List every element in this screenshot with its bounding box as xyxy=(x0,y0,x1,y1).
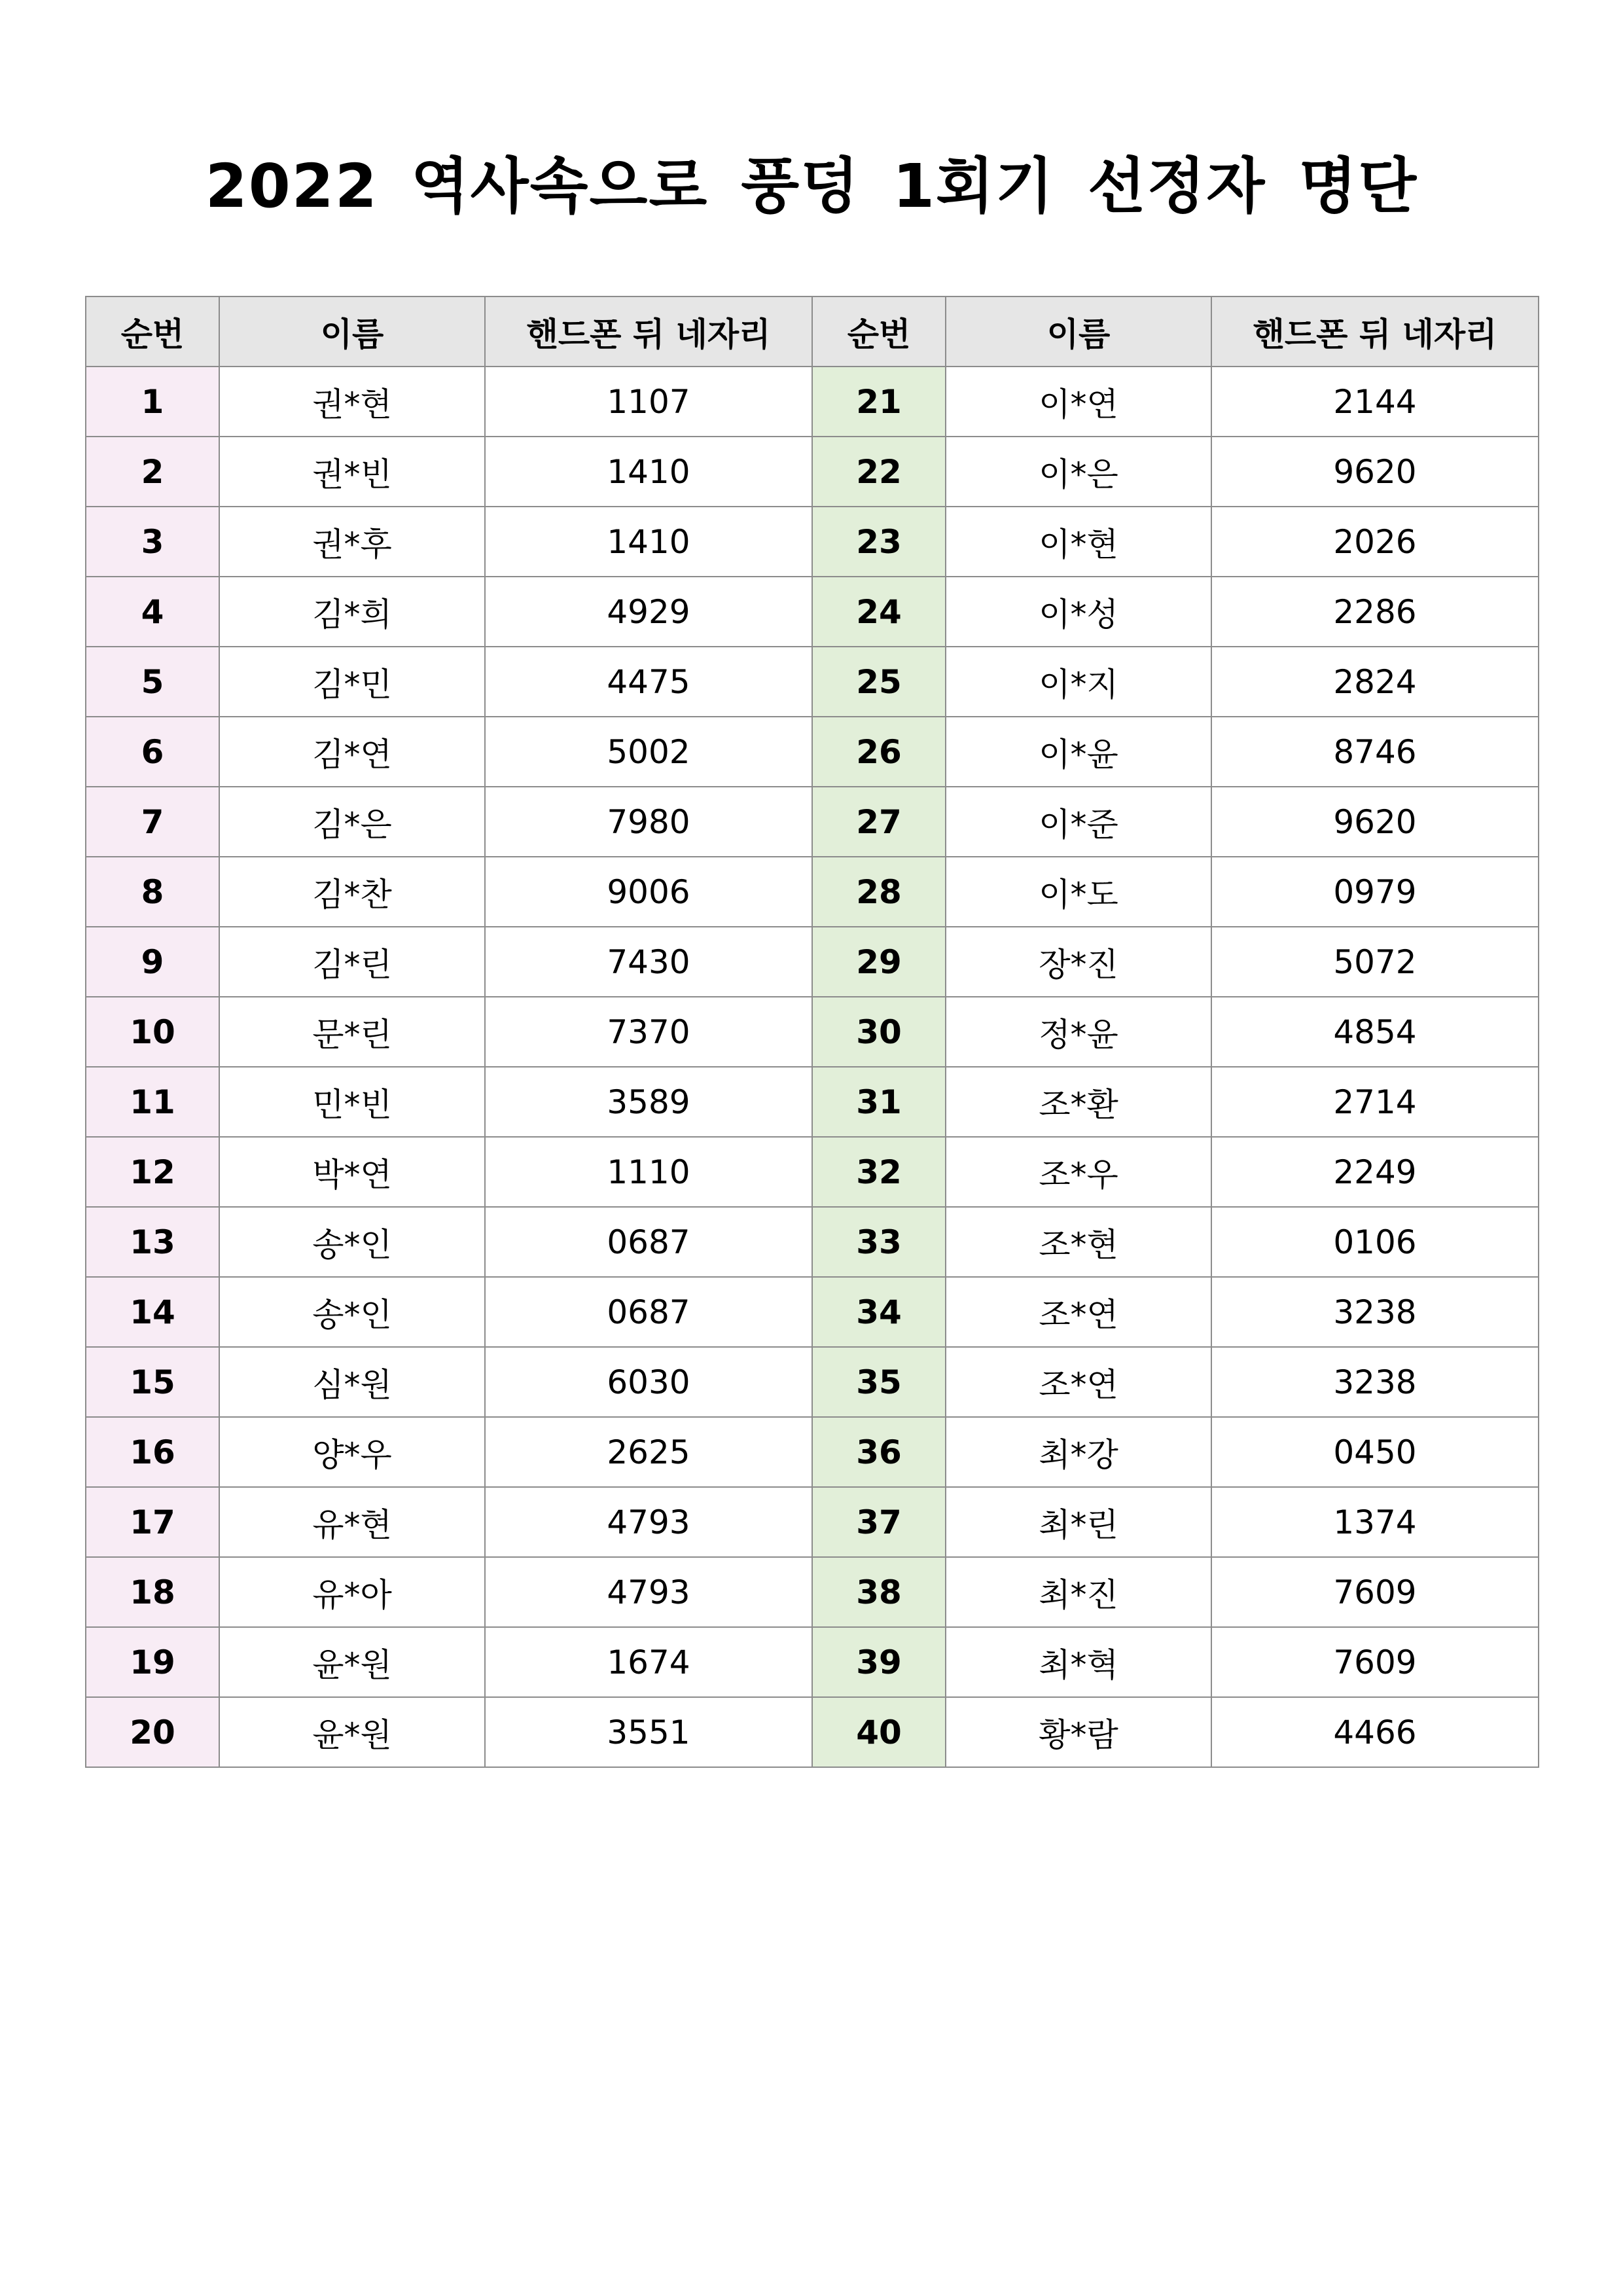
row-name-right: 이*성 xyxy=(946,577,1211,647)
row-number-right: 40 xyxy=(812,1697,946,1767)
row-number-left: 18 xyxy=(86,1557,219,1627)
table-row xyxy=(86,1347,1539,1417)
row-name-left: 권*후 xyxy=(219,507,485,577)
row-name-left: 김*민 xyxy=(219,647,485,717)
row-number-left: 16 xyxy=(86,1417,219,1487)
row-phone-right: 9620 xyxy=(1211,437,1539,507)
row-phone-right: 5072 xyxy=(1211,927,1539,997)
row-phone-left: 7430 xyxy=(485,927,812,997)
table-row xyxy=(86,1697,1539,1767)
row-name-left: 송*인 xyxy=(219,1207,485,1277)
row-name-left: 김*희 xyxy=(219,577,485,647)
row-number-right: 35 xyxy=(812,1347,946,1417)
row-number-right: 34 xyxy=(812,1277,946,1347)
row-number-left: 14 xyxy=(86,1277,219,1347)
table-row xyxy=(86,437,1539,507)
row-phone-left: 1107 xyxy=(485,367,812,437)
selection-roster-table xyxy=(85,296,1539,1768)
row-phone-left: 4793 xyxy=(485,1487,812,1557)
row-number-left: 13 xyxy=(86,1207,219,1277)
row-phone-right: 2249 xyxy=(1211,1137,1539,1207)
row-name-right: 황*람 xyxy=(946,1697,1211,1767)
table-row xyxy=(86,1487,1539,1557)
row-phone-left: 1410 xyxy=(485,437,812,507)
row-name-right: 최*진 xyxy=(946,1557,1211,1627)
table-row xyxy=(86,1417,1539,1487)
row-phone-right: 4466 xyxy=(1211,1697,1539,1767)
table-row xyxy=(86,577,1539,647)
row-name-right: 정*윤 xyxy=(946,997,1211,1067)
row-number-left: 5 xyxy=(86,647,219,717)
header-phone-right: 핸드폰 뒤 네자리 xyxy=(1211,296,1539,367)
row-name-left: 문*린 xyxy=(219,997,485,1067)
row-name-right: 조*현 xyxy=(946,1207,1211,1277)
row-name-right: 조*연 xyxy=(946,1347,1211,1417)
table-row xyxy=(86,1277,1539,1347)
row-number-right: 38 xyxy=(812,1557,946,1627)
row-number-left: 7 xyxy=(86,787,219,857)
row-phone-left: 1110 xyxy=(485,1137,812,1207)
row-number-left: 20 xyxy=(86,1697,219,1767)
row-name-right: 조*우 xyxy=(946,1137,1211,1207)
table-row xyxy=(86,1207,1539,1277)
row-name-left: 윤*원 xyxy=(219,1697,485,1767)
row-phone-right: 2824 xyxy=(1211,647,1539,717)
row-name-right: 최*린 xyxy=(946,1487,1211,1557)
row-name-left: 김*은 xyxy=(219,787,485,857)
table-row xyxy=(86,1557,1539,1627)
row-name-right: 이*지 xyxy=(946,647,1211,717)
row-phone-right: 3238 xyxy=(1211,1277,1539,1347)
row-phone-left: 3551 xyxy=(485,1697,812,1767)
row-phone-left: 7370 xyxy=(485,997,812,1067)
row-phone-left: 1410 xyxy=(485,507,812,577)
table-row xyxy=(86,997,1539,1067)
table-row xyxy=(86,507,1539,577)
row-phone-right: 2714 xyxy=(1211,1067,1539,1137)
row-phone-left: 6030 xyxy=(485,1347,812,1417)
row-number-right: 25 xyxy=(812,647,946,717)
row-name-left: 권*빈 xyxy=(219,437,485,507)
row-number-left: 12 xyxy=(86,1137,219,1207)
header-name-right: 이름 xyxy=(946,296,1211,367)
row-phone-right: 2286 xyxy=(1211,577,1539,647)
row-phone-right: 9620 xyxy=(1211,787,1539,857)
row-number-right: 23 xyxy=(812,507,946,577)
header-number-right: 순번 xyxy=(812,296,946,367)
row-name-right: 이*연 xyxy=(946,367,1211,437)
row-phone-left: 3589 xyxy=(485,1067,812,1137)
row-name-right: 이*은 xyxy=(946,437,1211,507)
row-phone-left: 1674 xyxy=(485,1627,812,1697)
row-phone-right: 3238 xyxy=(1211,1347,1539,1417)
row-name-right: 이*도 xyxy=(946,857,1211,927)
row-name-left: 유*아 xyxy=(219,1557,485,1627)
header-name-left: 이름 xyxy=(219,296,485,367)
row-name-right: 이*윤 xyxy=(946,717,1211,787)
table-row xyxy=(86,367,1539,437)
row-name-right: 조*연 xyxy=(946,1277,1211,1347)
row-name-right: 이*준 xyxy=(946,787,1211,857)
row-name-right: 최*강 xyxy=(946,1417,1211,1487)
row-name-left: 권*현 xyxy=(219,367,485,437)
row-number-right: 26 xyxy=(812,717,946,787)
row-phone-right: 4854 xyxy=(1211,997,1539,1067)
row-name-left: 송*인 xyxy=(219,1277,485,1347)
row-number-left: 6 xyxy=(86,717,219,787)
row-number-right: 32 xyxy=(812,1137,946,1207)
header-number-left: 순번 xyxy=(86,296,219,367)
row-phone-left: 2625 xyxy=(485,1417,812,1487)
row-number-right: 24 xyxy=(812,577,946,647)
row-number-right: 29 xyxy=(812,927,946,997)
row-number-left: 11 xyxy=(86,1067,219,1137)
row-name-right: 장*진 xyxy=(946,927,1211,997)
row-phone-left: 7980 xyxy=(485,787,812,857)
row-phone-left: 4475 xyxy=(485,647,812,717)
row-number-left: 15 xyxy=(86,1347,219,1417)
table-row xyxy=(86,1627,1539,1697)
row-phone-right: 0106 xyxy=(1211,1207,1539,1277)
row-number-left: 17 xyxy=(86,1487,219,1557)
table-row xyxy=(86,717,1539,787)
row-number-left: 10 xyxy=(86,997,219,1067)
row-phone-left: 0687 xyxy=(485,1277,812,1347)
row-phone-right: 7609 xyxy=(1211,1557,1539,1627)
table-row xyxy=(86,787,1539,857)
row-number-left: 9 xyxy=(86,927,219,997)
row-number-left: 1 xyxy=(86,367,219,437)
row-phone-right: 2144 xyxy=(1211,367,1539,437)
row-name-left: 유*현 xyxy=(219,1487,485,1557)
row-phone-left: 0687 xyxy=(485,1207,812,1277)
row-number-right: 31 xyxy=(812,1067,946,1137)
row-number-right: 37 xyxy=(812,1487,946,1557)
table-row xyxy=(86,1137,1539,1207)
row-number-left: 19 xyxy=(86,1627,219,1697)
row-phone-left: 4793 xyxy=(485,1557,812,1627)
row-phone-left: 5002 xyxy=(485,717,812,787)
table-row xyxy=(86,647,1539,717)
row-number-right: 36 xyxy=(812,1417,946,1487)
row-name-left: 민*빈 xyxy=(219,1067,485,1137)
row-name-right: 조*환 xyxy=(946,1067,1211,1137)
header-phone-left: 핸드폰 뒤 네자리 xyxy=(485,296,812,367)
row-phone-right: 0979 xyxy=(1211,857,1539,927)
table-row xyxy=(86,1067,1539,1137)
table-row xyxy=(86,857,1539,927)
table-row xyxy=(86,927,1539,997)
page-title: 2022 역사속으로 풍덩 1회기 선정자 명단 xyxy=(205,151,1418,221)
row-name-right: 이*현 xyxy=(946,507,1211,577)
row-number-left: 8 xyxy=(86,857,219,927)
row-name-right: 최*혁 xyxy=(946,1627,1211,1697)
row-phone-left: 4929 xyxy=(485,577,812,647)
row-number-right: 27 xyxy=(812,787,946,857)
row-number-right: 30 xyxy=(812,997,946,1067)
row-number-right: 39 xyxy=(812,1627,946,1697)
row-number-right: 28 xyxy=(812,857,946,927)
row-number-right: 22 xyxy=(812,437,946,507)
row-name-left: 김*린 xyxy=(219,927,485,997)
row-phone-right: 0450 xyxy=(1211,1417,1539,1487)
row-name-left: 김*찬 xyxy=(219,857,485,927)
row-name-left: 양*우 xyxy=(219,1417,485,1487)
row-name-left: 박*연 xyxy=(219,1137,485,1207)
row-name-left: 김*연 xyxy=(219,717,485,787)
row-number-right: 21 xyxy=(812,367,946,437)
row-phone-right: 7609 xyxy=(1211,1627,1539,1697)
row-phone-right: 1374 xyxy=(1211,1487,1539,1557)
row-name-left: 윤*원 xyxy=(219,1627,485,1697)
row-name-left: 심*원 xyxy=(219,1347,485,1417)
row-phone-left: 9006 xyxy=(485,857,812,927)
row-number-right: 33 xyxy=(812,1207,946,1277)
row-number-left: 4 xyxy=(86,577,219,647)
row-number-left: 3 xyxy=(86,507,219,577)
table-header-row xyxy=(86,296,1539,367)
table-body xyxy=(86,367,1539,1767)
row-number-left: 2 xyxy=(86,437,219,507)
row-phone-right: 2026 xyxy=(1211,507,1539,577)
row-phone-right: 8746 xyxy=(1211,717,1539,787)
